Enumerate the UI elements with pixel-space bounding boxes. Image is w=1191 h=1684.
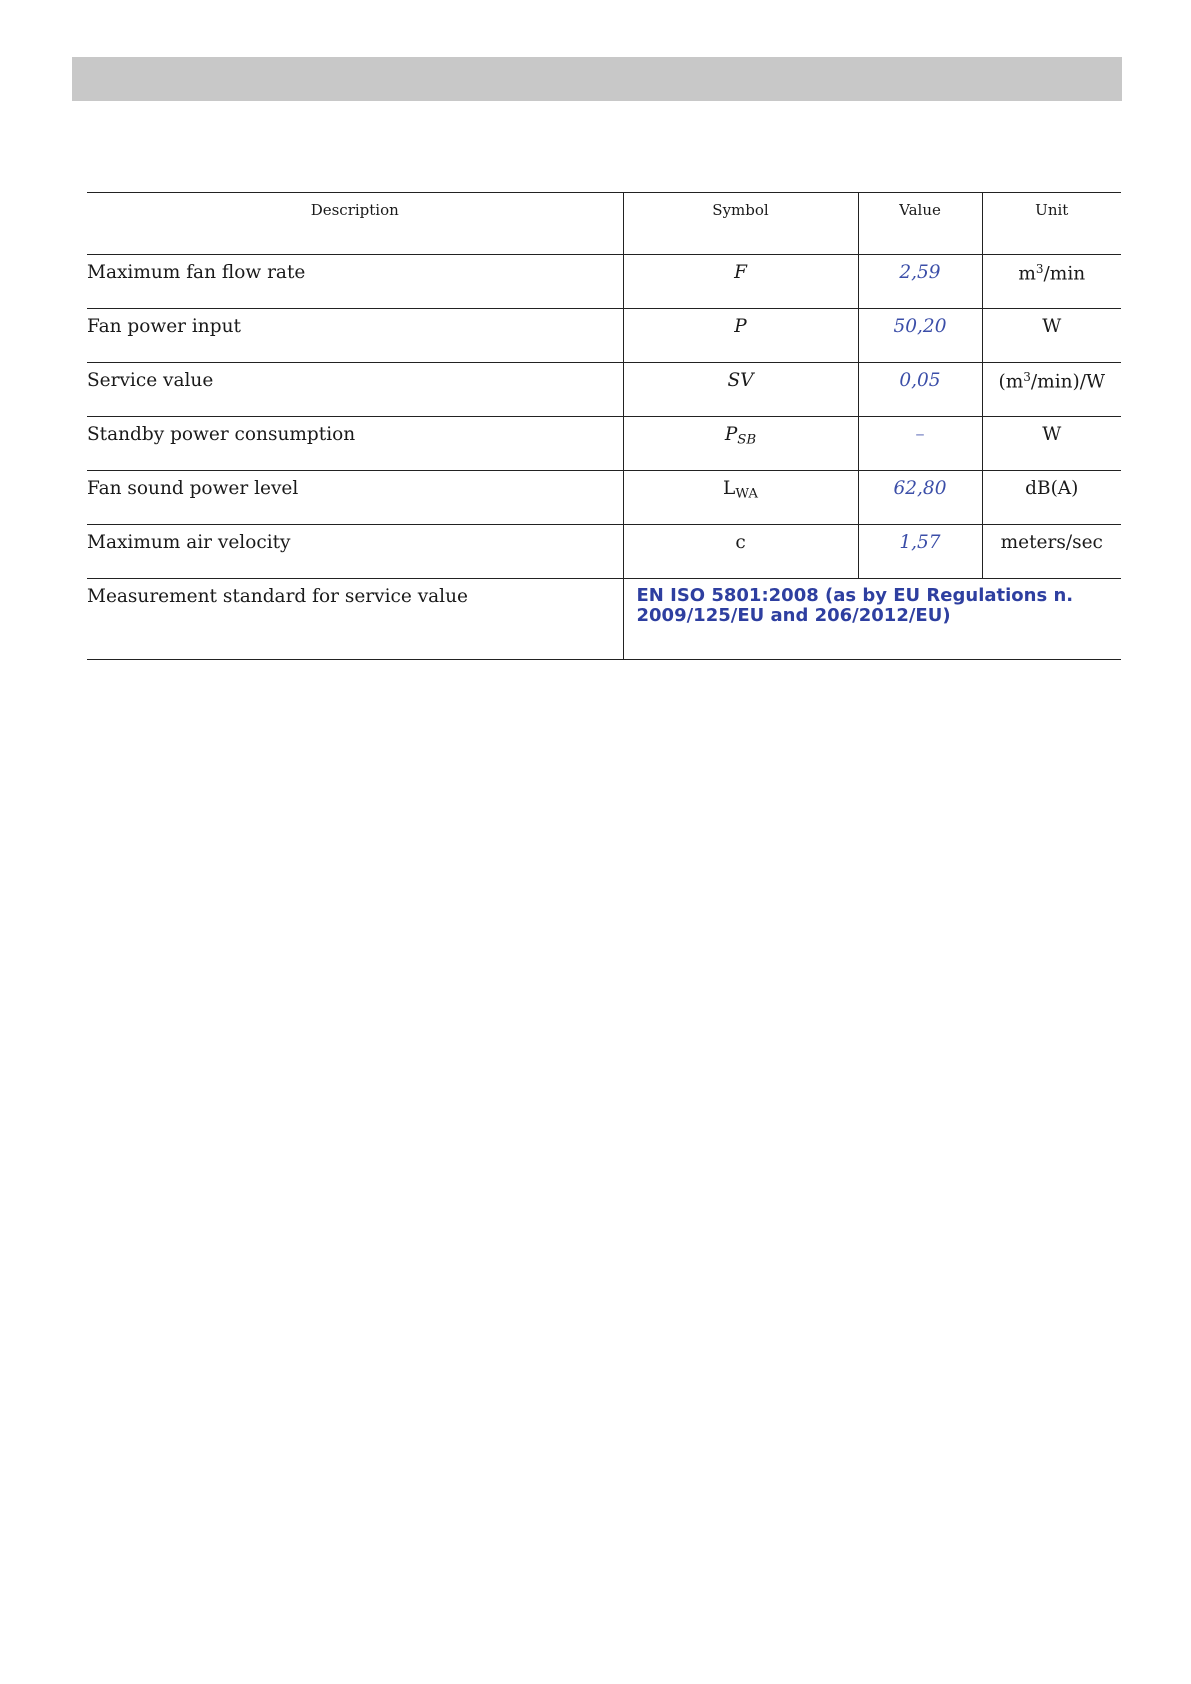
table-header-row [87, 193, 1121, 255]
header-bar [72, 57, 1122, 101]
row-unit: dB(A) [982, 471, 1121, 525]
value-dash: – [915, 424, 925, 445]
row-symbol: P [623, 309, 858, 363]
header-unit: Unit [982, 193, 1121, 255]
standard-value: EN ISO 5801:2008 (as by EU Regulations n. 2009/125/EU and 206/2012/EU) [623, 579, 1121, 660]
unit-prefix: (m [998, 371, 1024, 393]
row-value: 2,59 [858, 255, 982, 309]
standard-description: Measurement standard for service value [87, 586, 468, 607]
symbol-base: P [724, 424, 738, 445]
row-unit [982, 255, 1121, 309]
row-unit [982, 363, 1121, 417]
row-symbol [623, 471, 858, 525]
table-row [87, 525, 1121, 579]
row-symbol: F [623, 255, 858, 309]
table-row [87, 471, 1121, 525]
row-unit: W [982, 309, 1121, 363]
row-description: Fan power input [87, 316, 241, 337]
row-symbol [623, 417, 858, 471]
unit-base: m [1018, 263, 1036, 285]
table-row-standard [87, 579, 1121, 660]
row-value: 0,05 [858, 363, 982, 417]
table-row [87, 255, 1121, 309]
symbol-subscript: WA [735, 486, 758, 502]
row-symbol: SV [623, 363, 858, 417]
row-description: Service value [87, 370, 214, 391]
row-description: Maximum air velocity [87, 532, 291, 553]
header-description: Description [310, 201, 399, 219]
symbol-subscript: SB [737, 432, 757, 448]
row-description: Standby power consumption [87, 424, 356, 445]
unit-rest: /min [1043, 263, 1086, 285]
row-description: Fan sound power level [87, 478, 299, 499]
row-value: 62,80 [858, 471, 982, 525]
row-value [858, 417, 982, 471]
row-description: Maximum fan flow rate [87, 262, 306, 283]
table-row [87, 309, 1121, 363]
row-value: 1,57 [858, 525, 982, 579]
unit-superscript: 3 [1035, 262, 1044, 276]
symbol-base: L [723, 478, 736, 499]
fan-spec-table [87, 192, 1121, 660]
unit-superscript: 3 [1023, 370, 1031, 384]
row-unit: meters/sec [982, 525, 1121, 579]
table-row [87, 363, 1121, 417]
unit-rest: /min)/W [1030, 371, 1105, 393]
table-row [87, 417, 1121, 471]
header-symbol: Symbol [623, 193, 858, 255]
row-unit: W [982, 417, 1121, 471]
row-symbol: c [623, 525, 858, 579]
row-value: 50,20 [858, 309, 982, 363]
header-value: Value [858, 193, 982, 255]
